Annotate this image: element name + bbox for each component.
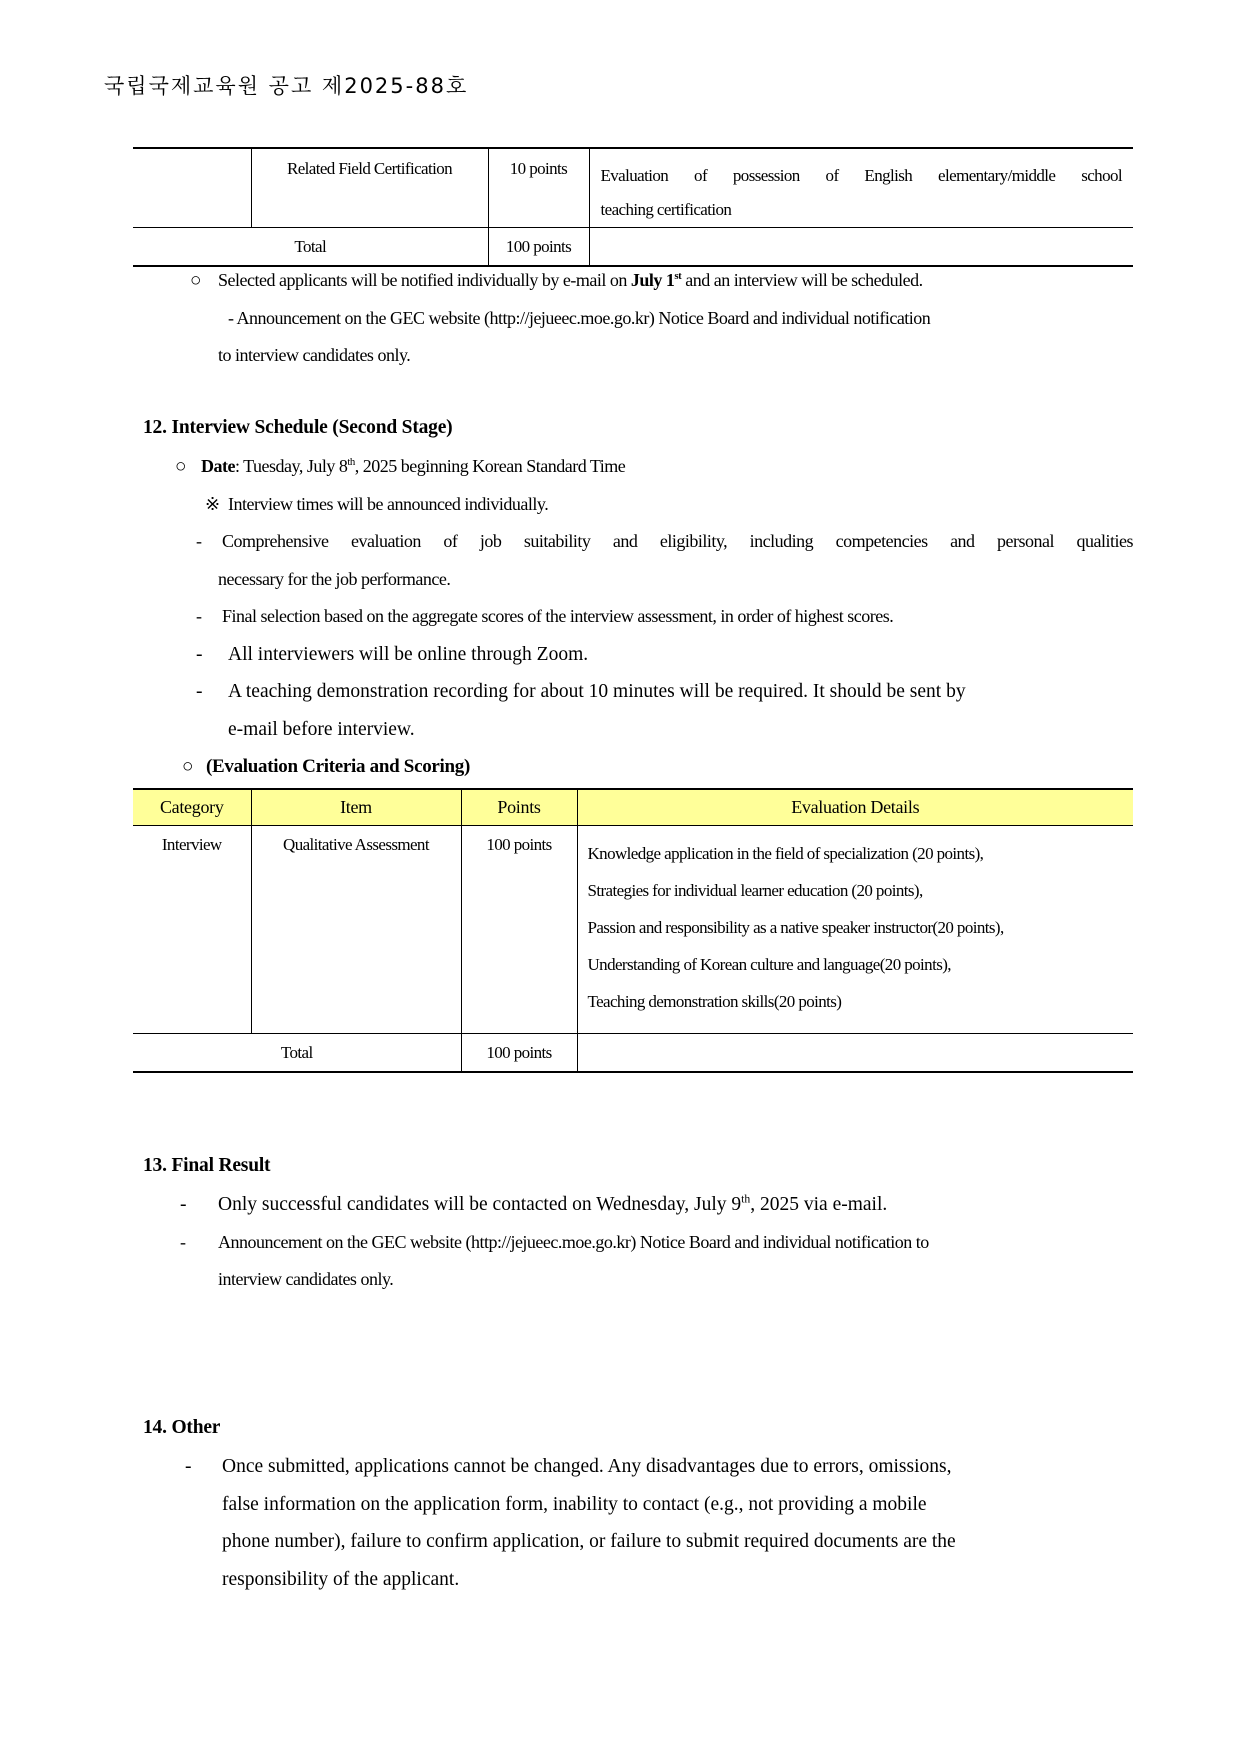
score-table-total-empty <box>589 228 1133 267</box>
criteria-total-empty <box>577 1034 1133 1073</box>
criteria-col-points: Points <box>461 789 577 826</box>
score-table-total-label: Total <box>294 236 327 256</box>
notify-line: ○ Selected applicants will be notified individually by e-mail on July 1st and an interview will be scheduled. <box>0 262 1241 300</box>
bullet-other-cont: responsibility of the applicant. <box>222 1568 460 1590</box>
document-header: 국립국제교육원 공고 제2025-88호 <box>104 74 469 98</box>
section-12-title: 12. Interview Schedule (Second Stage) <box>143 417 453 438</box>
circle-bullet-icon: ○ <box>175 456 186 477</box>
section-12 <box>0 408 1241 786</box>
criteria-item: Qualitative Assessment <box>251 826 461 1034</box>
dash-bullet: - <box>196 606 202 626</box>
criteria-col-item: Item <box>251 789 461 826</box>
dash-bullet: - <box>185 1456 192 1477</box>
bullet-final-announcement: - Announcement on the GEC website (http://jejueec.moe.go.kr) Notice Board and individual notification to <box>0 1224 1241 1262</box>
bullet-comprehensive: - Comprehensive evaluation of job suitability and eligibility, including competencies and personal qualities <box>0 523 1241 561</box>
criteria-detail-line: Knowledge application in the field of specialization (20 points), <box>587 844 984 863</box>
score-details-line1: Evaluation of possession of English elementary/middle school <box>600 166 1122 185</box>
dash-bullet: - <box>196 643 203 665</box>
interview-date-line: ○ Date: Tuesday, July 8th, 2025 beginning Korean Standard Time <box>0 448 1241 486</box>
criteria-detail-line: Passion and responsibility as a native speaker instructor(20 points), <box>587 918 1004 937</box>
bullet-teaching-demo-cont: e-mail before interview. <box>228 718 415 740</box>
criteria-table <box>133 788 1133 1073</box>
bullet-other-cont: phone number), failure to confirm application, or failure to submit required documents are the <box>222 1531 956 1552</box>
bullet-teaching-demo: - A teaching demonstration recording for about 10 minutes will be required. It should be sent by <box>0 673 1241 711</box>
interview-times-note: ※ Interview times will be announced individually. <box>0 486 1241 524</box>
criteria-total-label: Total <box>280 1042 313 1062</box>
bullet-other-cont: false information on the application form, inability to contact (e.g., not providing a mobile <box>222 1493 927 1515</box>
reference-mark-icon: ※ <box>205 493 220 514</box>
dash-bullet: - <box>180 1194 187 1215</box>
criteria-details <box>577 826 1133 1034</box>
dash-bullet: - <box>196 531 202 551</box>
section-13 <box>0 1146 1241 1299</box>
criteria-detail-line: Understanding of Korean culture and language(20 points), <box>587 955 951 974</box>
score-table <box>133 147 1133 267</box>
score-table-total-points: 100 points <box>488 228 589 267</box>
bullet-final-selection: - Final selection based on the aggregate scores of the interview assessment, in order of highest scores. <box>0 598 1241 636</box>
dash-bullet: - <box>196 681 203 702</box>
section-14 <box>0 1408 1241 1598</box>
criteria-points: 100 points <box>461 826 577 1034</box>
criteria-detail-line: Strategies for individual learner education (20 points), <box>587 881 923 900</box>
bullet-comprehensive-cont: necessary for the job performance. <box>218 568 451 589</box>
score-table-empty-cell <box>133 148 251 228</box>
circle-bullet-icon: ○ <box>182 756 194 777</box>
criteria-total-points: 100 points <box>461 1034 577 1073</box>
criteria-col-category: Category <box>133 789 251 826</box>
section-14-title: 14. Other <box>143 1417 221 1438</box>
circle-bullet-icon: ○ <box>190 270 201 291</box>
criteria-detail-line: Teaching demonstration skills(20 points) <box>587 992 842 1011</box>
dash-bullet: - <box>180 1231 186 1252</box>
criteria-heading: ○ (Evaluation Criteria and Scoring) <box>0 748 1241 786</box>
score-table-item: Related Field Certification <box>251 148 488 228</box>
score-details-line2: teaching certification <box>600 200 732 219</box>
first-stage-note <box>0 262 1241 375</box>
bullet-final-announcement-cont: interview candidates only. <box>218 1269 394 1289</box>
score-table-points: 10 points <box>488 148 589 228</box>
announcement-line-cont: to interview candidates only. <box>218 345 411 365</box>
bullet-final-contact: - Only successful candidates will be contacted on Wednesday, July 9th, 2025 via e-mail. <box>0 1186 1241 1224</box>
section-13-title: 13. Final Result <box>143 1155 271 1176</box>
score-table-details <box>589 148 1133 228</box>
bullet-other: - Once submitted, applications cannot be changed. Any disadvantages due to errors, omissions, <box>0 1448 1241 1486</box>
announcement-line: - Announcement on the GEC website (http://jejueec.moe.go.kr) Notice Board and individual notification <box>228 307 931 328</box>
criteria-category: Interview <box>133 826 251 1034</box>
criteria-col-details: Evaluation Details <box>577 789 1133 826</box>
bullet-zoom: - All interviewers will be online through Zoom. <box>0 636 1241 674</box>
